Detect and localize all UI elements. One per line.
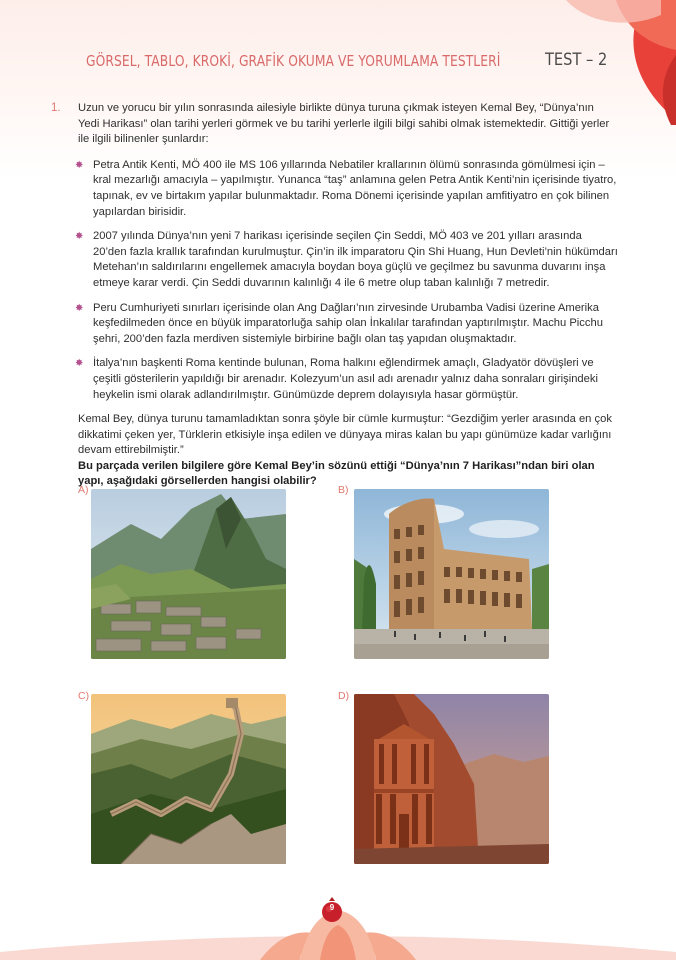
info-item-petra: ✸ Petra Antik Kenti, MÖ 400 ile MS 106 yıllarında Nebatiler krallarının ölümü sonrasında gömülmesi için – kral mezarlığı amacıyla – yapılmıştır. Yunanca “taş” anlamına gelen Petra Antik Kenti’nin içerisinde tiyatro, tapınak, ev ve birtakım yapılar bulunmaktadır. Roma Dönemi içerisinde yapılan amfitiyatro en çok bilinen yapılardan birisidir.	[75, 158, 617, 218]
question-prompt: Bu parçada verilen bilgilere göre Kemal Bey’in sözünü ettiği “Dünya’nın 7 Harikası”ndan biri olan yapı, aşağıdaki görsellerden hangisi olabilir?	[78, 459, 595, 488]
info-item-machu-picchu: ✸ Peru Cumhuriyeti sınırları içerisinde olan Ang Dağları’nın zirvesinde Urubamba Vadisi üzerine Amerika keşfedilmeden önce en büyük imparatorluğa sahip olan İnkalılar tarafından yaptırılmıştır. Machu Picchu şehri, 200’den fazla merdiven sistemiyle birbirine bağlı olan taş yapıdan oluşmaktadır.	[75, 301, 603, 345]
star-bullet-icon: ✸	[75, 302, 84, 314]
star-bullet-icon: ✸	[75, 159, 84, 171]
option-c-label[interactable]: C)	[78, 690, 90, 702]
option-d-image[interactable]	[354, 694, 549, 864]
option-b-label[interactable]: B)	[338, 484, 349, 496]
question-intro: Uzun ve yorucu bir yılın sonrasında ailesiyle birlikte dünya turuna çıkmak isteyen Kemal Bey, “Dünya’nın Yedi Harikası” olan tarihi yerleri görmek ve bu tarihi yerlerle ilgili bilgi sahibi olmak istemektedir. Gittiği yerler ile ilgili bilinenler şunlardır:	[78, 102, 610, 146]
option-c-image[interactable]	[91, 694, 286, 864]
star-bullet-icon: ✸	[75, 358, 84, 370]
option-a-label[interactable]: A)	[78, 484, 89, 496]
closing-statement: Kemal Bey, dünya turunu tamamladıktan sonra şöyle bir cümle kurmuştur: “Gezdiğim yerler arasında en çok dikkatimi çeken yer, Türklerin etkisiyle inşa edilen ve dünyaya miras kalan bu yapı günümüze kadar varlığını devam ettirebilmiştir.”	[78, 413, 612, 457]
info-list	[75, 158, 618, 403]
star-bullet-icon: ✸	[75, 231, 84, 243]
test-number: TEST – 2	[545, 50, 608, 70]
option-a-image[interactable]	[91, 489, 286, 659]
info-item-great-wall: ✸ 2007 yılında Dünya’nın yeni 7 harikası içerisinde seçilen Çin Seddi, MÖ 403 ve 201 yılları arasında 20’den fazla krallık tarafından kurulmuştur. Çin’in ilk imparatoru Qin Shi Huang, Hun Devleti’nin hükümdarı Metehan’ın saldırılarını engellemek amacıyla boydan boya güçlü ve geçilmez bu savunma duvarını inşa etmeye karar verdi. Çin Seddi duvarının kalınlığı 4 ile 6 metre olup taban kalınlığı 7 metredir.	[75, 230, 618, 289]
question-body	[75, 101, 618, 490]
info-item-colosseum: ✸ İtalya’nın başkenti Roma kentinde bulunan, Roma halkını eğlendirmek amaçlı, Gladyatör dövüşleri ve çeşitli gösterilerin yapıldığı bir arenadır. Kolezyum’un asıl adı arenadır yalnız daha sonraları girişindeki heykelin ismi olarak adlandırılmıştır. Günümüzde deprem dolayısıyla hasar görmüştür.	[75, 357, 598, 401]
option-d-label[interactable]: D)	[338, 690, 350, 702]
question-number: 1.	[51, 102, 61, 114]
option-b-image[interactable]	[354, 489, 549, 659]
page-header-title: GÖRSEL, TABLO, KROKİ, GRAFİK OKUMA VE YORUMLAMA TESTLERİ	[86, 52, 501, 70]
page-number: 9	[329, 903, 335, 912]
